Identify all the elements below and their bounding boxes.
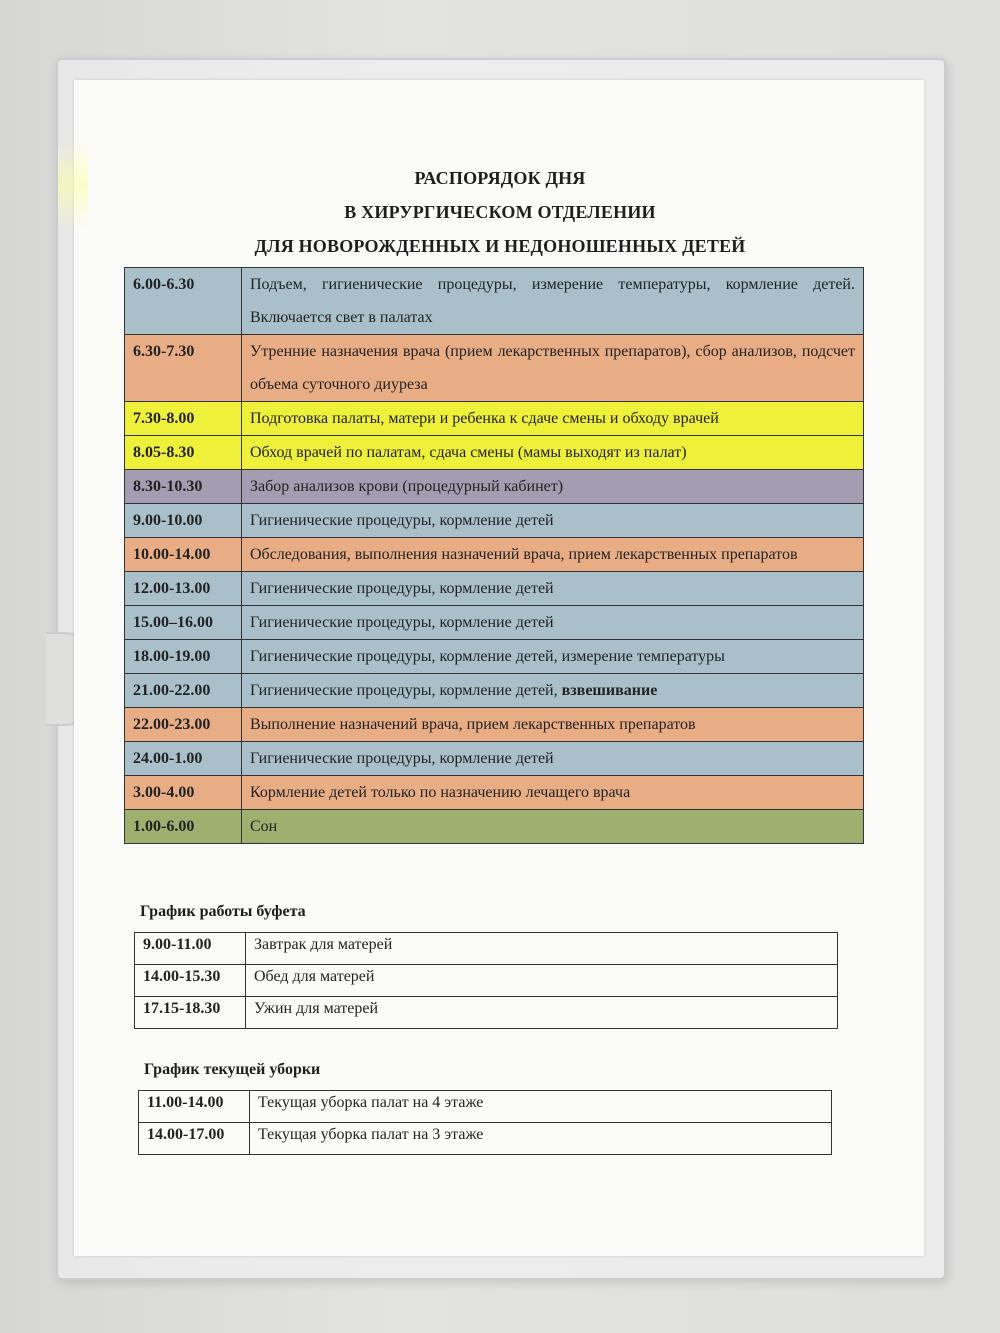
cleaning-table (138, 1090, 832, 1155)
activity-cell: Гигиенические процедуры, кормление детей (242, 572, 864, 606)
activity-cell: Обследования, выполнения назначений врача, прием лекарственных препаратов (242, 538, 864, 572)
table-row (125, 810, 864, 844)
activity-cell: Ужин для матерей (246, 997, 838, 1029)
time-cell: 12.00-13.00 (125, 572, 242, 606)
time-cell: 9.00-10.00 (125, 504, 242, 538)
time-cell: 10.00-14.00 (125, 538, 242, 572)
cleaning-title: График текущей уборки (144, 1061, 321, 1078)
table-row (125, 708, 864, 742)
time-cell: 15.00–16.00 (125, 606, 242, 640)
activity-cell: Гигиенические процедуры, кормление детей (242, 606, 864, 640)
activity-cell: Обед для матерей (246, 965, 838, 997)
activity-bold-text: взвешивание (561, 682, 658, 699)
table-row (125, 742, 864, 776)
activity-cell: Кормление детей только по назначению лечащего врача (242, 776, 864, 810)
time-cell: 18.00-19.00 (125, 640, 242, 674)
buffet-table (134, 932, 838, 1029)
activity-cell (242, 674, 864, 708)
activity-cell: Утренние назначения врача (прием лекарственных препаратов), сбор анализов, подсчет объема суточного диуреза (242, 335, 864, 402)
title-line-1: РАСПОРЯДОК ДНЯ (414, 168, 586, 188)
activity-cell: Гигиенические процедуры, кормление детей (242, 504, 864, 538)
time-cell: 14.00-17.00 (139, 1123, 250, 1155)
title-line-2: В ХИРУРГИЧЕСКОМ ОТДЕЛЕНИИ (344, 202, 656, 222)
time-cell: 21.00-22.00 (125, 674, 242, 708)
activity-cell: Подъем, гигиенические процедуры, измерение температуры, кормление детей. Включается свет в палатах (242, 268, 864, 335)
daily-schedule-table (124, 267, 864, 844)
buffet-title: График работы буфета (140, 903, 306, 920)
activity-cell: Гигиенические процедуры, кормление детей (242, 742, 864, 776)
table-row (125, 335, 864, 402)
activity-cell: Забор анализов крови (процедурный кабинет) (242, 470, 864, 504)
activity-cell: Завтрак для матерей (246, 933, 838, 965)
activity-cell: Выполнение назначений врача, прием лекарственных препаратов (242, 708, 864, 742)
table-row (135, 965, 838, 997)
table-row (125, 504, 864, 538)
table-row (135, 933, 838, 965)
table-row (125, 776, 864, 810)
time-cell: 6.00-6.30 (125, 268, 242, 335)
time-cell: 7.30-8.00 (125, 402, 242, 436)
activity-cell: Гигиенические процедуры, кормление детей, измерение температуры (242, 640, 864, 674)
time-cell: 9.00-11.00 (135, 933, 246, 965)
time-cell: 8.30-10.30 (125, 470, 242, 504)
table-row (125, 538, 864, 572)
activity-cell: Подготовка палаты, матери и ребенка к сдаче смены и обходу врачей (242, 402, 864, 436)
time-cell: 1.00-6.00 (125, 810, 242, 844)
title-line-3: ДЛЯ НОВОРОЖДЕННЫХ И НЕДОНОШЕННЫХ ДЕТЕЙ (254, 236, 746, 256)
activity-cell: Текущая уборка палат на 3 этаже (250, 1123, 832, 1155)
time-cell: 6.30-7.30 (125, 335, 242, 402)
time-cell: 17.15-18.30 (135, 997, 246, 1029)
activity-cell: Текущая уборка палат на 4 этаже (250, 1091, 832, 1123)
table-row (139, 1091, 832, 1123)
table-row (125, 606, 864, 640)
table-row (139, 1123, 832, 1155)
time-cell: 11.00-14.00 (139, 1091, 250, 1123)
table-row (125, 674, 864, 708)
table-row (125, 640, 864, 674)
activity-cell: Сон (242, 810, 864, 844)
table-row (125, 572, 864, 606)
activity-text: Гигиенические процедуры, кормление детей, (250, 682, 558, 699)
time-cell: 14.00-15.30 (135, 965, 246, 997)
table-row (125, 436, 864, 470)
time-cell: 24.00-1.00 (125, 742, 242, 776)
table-row (125, 268, 864, 335)
time-cell: 3.00-4.00 (125, 776, 242, 810)
time-cell: 8.05-8.30 (125, 436, 242, 470)
table-row (125, 470, 864, 504)
table-row (125, 402, 864, 436)
time-cell: 22.00-23.00 (125, 708, 242, 742)
table-row (135, 997, 838, 1029)
activity-cell: Обход врачей по палатам, сдача смены (мамы выходят из палат) (242, 436, 864, 470)
